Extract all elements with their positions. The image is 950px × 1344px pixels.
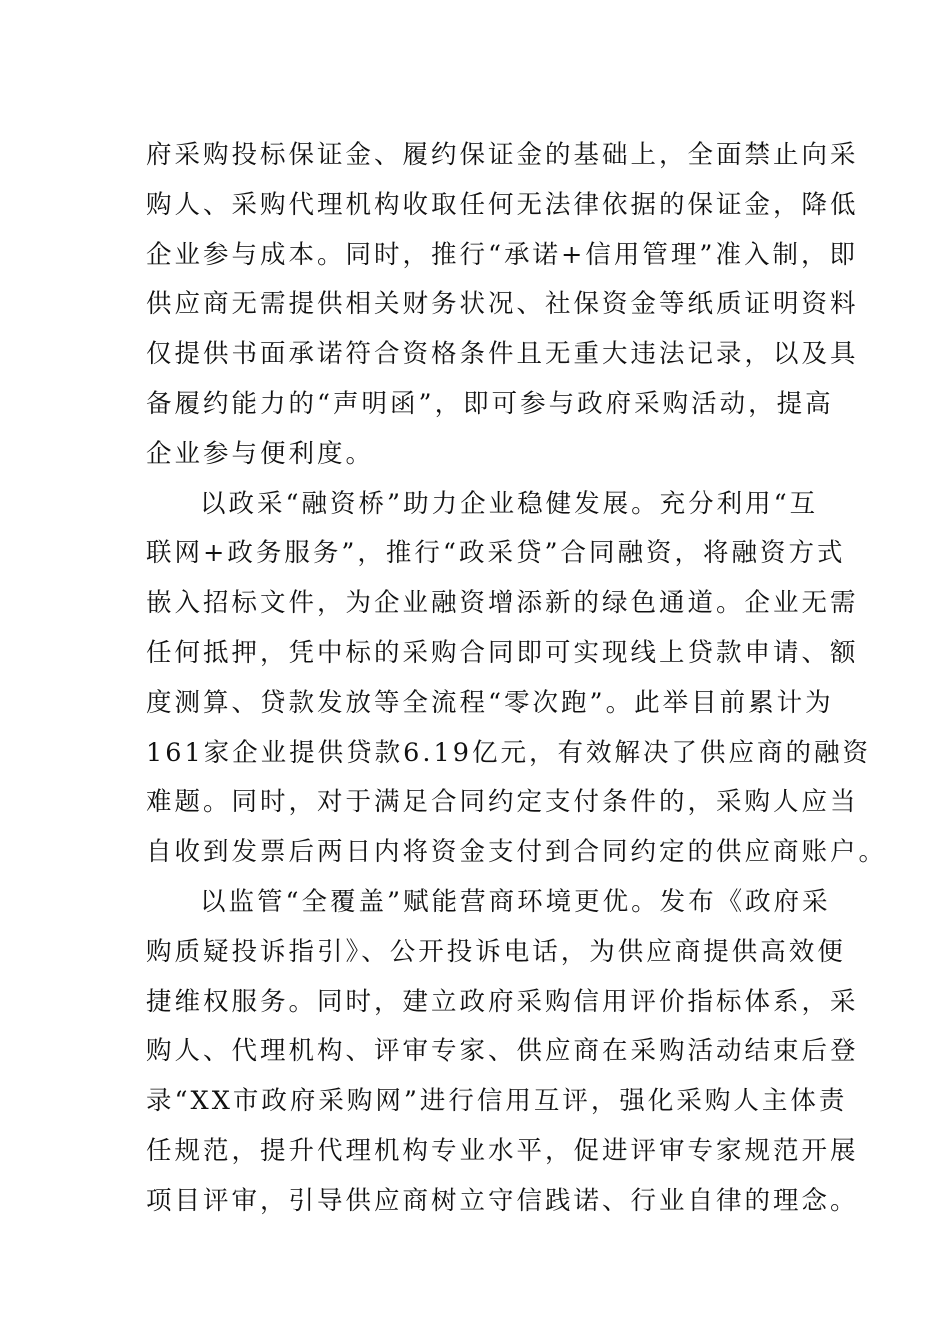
text-line: 供应商无需提供相关财务状况、社保资金等纸质证明资料 bbox=[146, 289, 859, 320]
paragraph-supervision-coverage bbox=[146, 878, 859, 1227]
text-line: 购人、采购代理机构收取任何无法律依据的保证金，降低 bbox=[146, 189, 859, 220]
text-line: 任何抵押，凭中标的采购合同即可实现线上贷款申请、额 bbox=[146, 637, 859, 668]
text-line: 难题。同时，对于满足合同约定支付条件的，采购人应当 bbox=[146, 787, 859, 818]
text-line: 府采购投标保证金、履约保证金的基础上，全面禁止向采 bbox=[146, 140, 859, 170]
text-line: 以监管“全覆盖”赋能营商环境更优。发布《政府采 bbox=[200, 886, 831, 917]
text-line: 任规范，提升代理机构专业水平，促进评审专家规范开展 bbox=[146, 1135, 859, 1166]
text-line: 自收到发票后两日内将资金支付到合同约定的供应商账户。 bbox=[146, 837, 888, 868]
text-line: 项目评审，引导供应商树立守信践诺、行业自律的理念。 bbox=[146, 1185, 859, 1216]
text-line: 度测算、贷款发放等全流程“零次跑”。此举目前累计为 bbox=[146, 687, 834, 718]
text-line: 仅提供书面承诺符合资格条件且无重大违法记录，以及具 bbox=[146, 339, 859, 370]
paragraph-deposit-policy bbox=[146, 131, 859, 480]
paragraph-financing-bridge bbox=[146, 480, 888, 878]
text-line: 企业参与成本。同时，推行“承诺+信用管理”准入制，即 bbox=[146, 239, 858, 270]
text-line: 联网+政务服务”，推行“政采贷”合同融资，将融资方式 bbox=[146, 538, 846, 569]
text-line: 购人、代理机构、评审专家、供应商在采购活动结束后登 bbox=[146, 1036, 859, 1067]
text-line: 录“XX市政府采购网”进行信用互评，强化采购人主体责 bbox=[146, 1086, 848, 1117]
text-line: 购质疑投诉指引》、公开投诉电话，为供应商提供高效便 bbox=[146, 936, 846, 967]
text-line: 捷维权服务。同时，建立政府采购信用评价指标体系，采 bbox=[146, 986, 859, 1017]
text-line: 企业参与便利度。 bbox=[146, 438, 375, 469]
text-line: 161家企业提供贷款6.19亿元，有效解决了供应商的融资 bbox=[146, 737, 871, 768]
text-line: 以政采“融资桥”助力企业稳健发展。充分利用“互 bbox=[200, 488, 819, 519]
text-line: 备履约能力的“声明函”，即可参与政府采购活动，提高 bbox=[146, 388, 834, 419]
text-line: 嵌入招标文件，为企业融资增添新的绿色通道。企业无需 bbox=[146, 588, 859, 619]
document-body bbox=[146, 131, 888, 1227]
